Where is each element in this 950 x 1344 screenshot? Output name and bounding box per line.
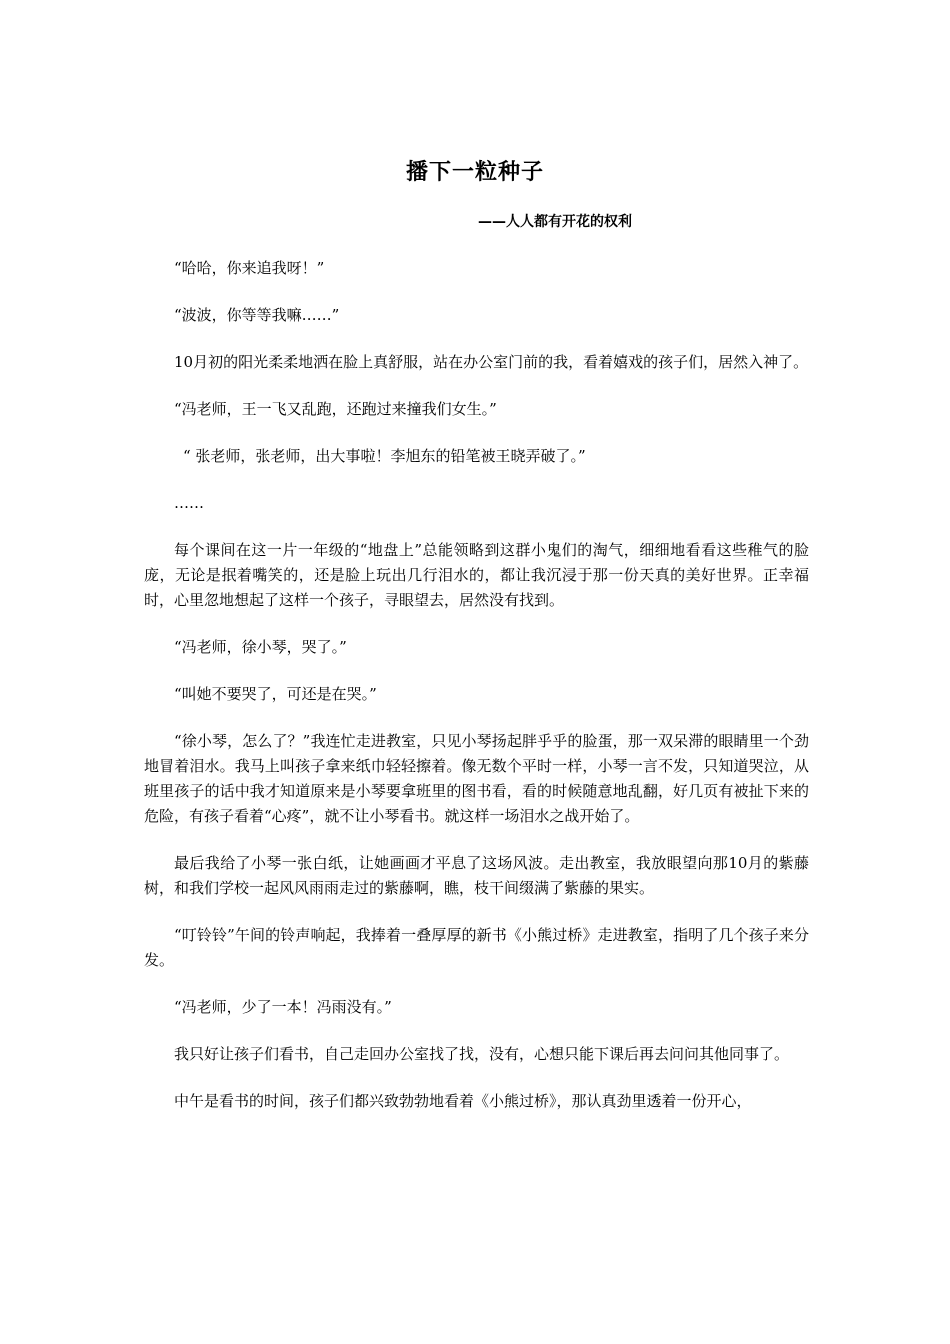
paragraph: ……	[174, 494, 204, 512]
paragraph: “波波，你等等我嘛……”	[174, 306, 340, 324]
paragraph: “冯老师，徐小琴，哭了。”	[174, 638, 347, 656]
paragraph: 10月初的阳光柔柔地洒在脸上真舒服，站在办公室门前的我，看着嬉戏的孩子们，居然入神了。	[174, 353, 809, 371]
paragraph: 中午是看书的时间，孩子们都兴致勃勃地看着《小熊过桥》，那认真劲里透着一份开心，	[174, 1092, 752, 1110]
paragraph: “哈哈，你来追我呀！”	[174, 259, 325, 277]
paragraph: 我只好让孩子们看书，自己走回办公室找了找，没有，心想只能下课后再去问问其他同事了。	[174, 1045, 790, 1063]
paragraph: “冯老师，王一飞又乱跑，还跑过来撞我们女生。”	[174, 400, 497, 418]
paragraph: “叫她不要哭了，可还是在哭。”	[174, 685, 377, 703]
document-subtitle: ——人人都有开花的权利	[478, 214, 632, 230]
paragraph: 每个课间在这一片一年级的“地盘上”总能领略到这群小鬼们的淘气，细细地看看这些稚气的脸庞，无论是抿着嘴笑的，还是脸上玩出几行泪水的，都让我沉浸于那一份天真的美好世界。正幸福时，心里忽地想起了这样一个孩子，寻眼望去，居然没有找到。	[144, 541, 809, 609]
paragraph: “冯老师，少了一本！冯雨没有。”	[174, 998, 392, 1016]
paragraph: “叮铃铃”午间的铃声响起，我捧着一叠厚厚的新书《小熊过桥》走进教室，指明了几个孩子来分发。	[144, 926, 809, 969]
paragraph: “ 张老师，张老师，出大事啦！李旭东的铅笔被王晓弄破了。”	[183, 447, 586, 465]
paragraph: “徐小琴，怎么了？”我连忙走进教室，只见小琴扬起胖乎乎的脸蛋，那一双呆滞的眼睛里一个劲地冒着泪水。我马上叫孩子拿来纸巾轻轻擦着。像无数个平时一样，小琴一言不发，只知道哭泣，从班里孩子的话中我才知道原来是小琴要拿班里的图书看，看的时候随意地乱翻，好几页有被扯下来的危险，有孩子看着“心疼”，就不让小琴看书。就这样一场泪水之战开始了。	[144, 732, 809, 825]
paragraph: 最后我给了小琴一张白纸，让她画画才平息了这场风波。走出教室，我放眼望向那10月的紫藤树，和我们学校一起风风雨雨走过的紫藤啊，瞧，枝干间缀满了紫藤的果实。	[144, 854, 809, 897]
document-title: 播下一粒种子	[405, 160, 544, 185]
document-body	[144, 256, 809, 1136]
